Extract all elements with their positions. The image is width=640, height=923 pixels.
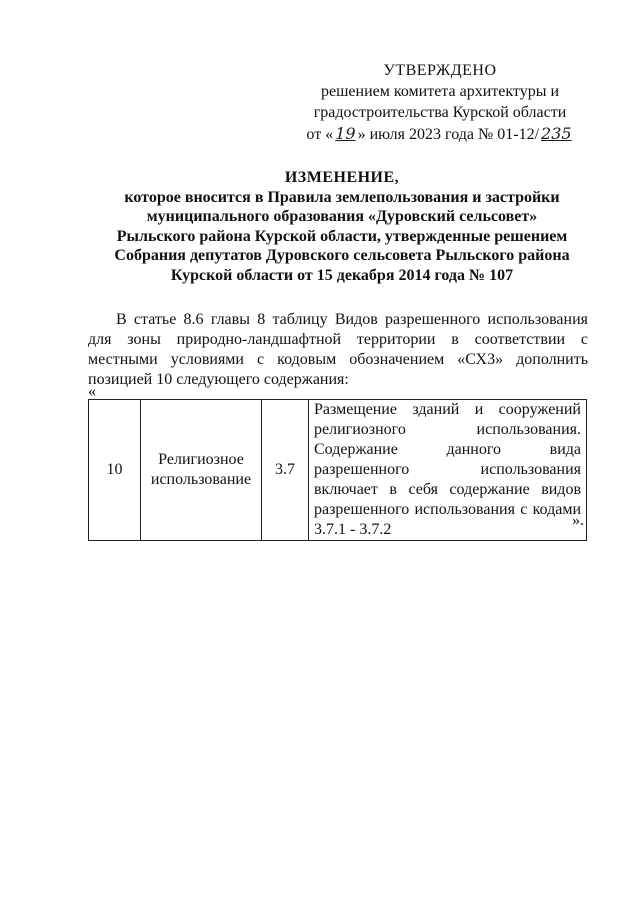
table-row bbox=[89, 400, 587, 541]
approval-date-prefix: от « bbox=[306, 126, 334, 143]
approval-date-line bbox=[300, 123, 580, 145]
opening-quote: « bbox=[88, 383, 96, 400]
closing-quote: ». bbox=[572, 512, 584, 529]
approval-heading: УТВЕРЖДЕНО bbox=[383, 62, 497, 79]
usage-table bbox=[88, 399, 587, 541]
usage-name-cell: Религиозное использование bbox=[141, 400, 262, 541]
row-number-cell: 10 bbox=[89, 400, 141, 541]
title-heading: ИЗМЕНЕНИЕ, bbox=[284, 169, 400, 186]
approval-line-2: градостроительства Курской области bbox=[313, 104, 567, 121]
usage-code-cell: 3.7 bbox=[262, 400, 309, 541]
approval-day-handwritten: 19 bbox=[335, 124, 356, 143]
title-line-4: Собрания депутатов Дуровского сельсовета Рыльского района bbox=[114, 247, 570, 264]
approval-date-middle: » июля 2023 года № 01-12/ bbox=[357, 126, 540, 143]
usage-description-cell: Размещение зданий и сооружений религиозного использования. Содержание данного вида разрешенного использования включает в себя содержание видов разрешенного использования с кодами 3.7.1 - 3.7.2 bbox=[309, 400, 587, 541]
approval-line-1: решением комитета архитектуры и bbox=[320, 83, 559, 100]
approval-number-handwritten: 235 bbox=[541, 124, 572, 143]
title-line-1: которое вносится в Правила землепользования и застройки bbox=[124, 188, 560, 206]
title-line-3: Рыльского района Курской области, утвержденные решением bbox=[116, 227, 568, 245]
document-title bbox=[92, 168, 592, 285]
amendment-paragraph: В статье 8.6 главы 8 таблицу Видов разрешенного использования для зоны природно-ландшафтной территории в соответствии с местными условиями с кодовым обозначением «СХ3» дополнить позицией 10 следующего содержания: bbox=[88, 311, 588, 388]
approval-block bbox=[300, 60, 580, 145]
title-line-2: муниципального образования «Дуровский сельсовет» bbox=[146, 208, 538, 225]
title-line-5: Курской области от 15 декабря 2014 года № 107 bbox=[170, 266, 514, 284]
